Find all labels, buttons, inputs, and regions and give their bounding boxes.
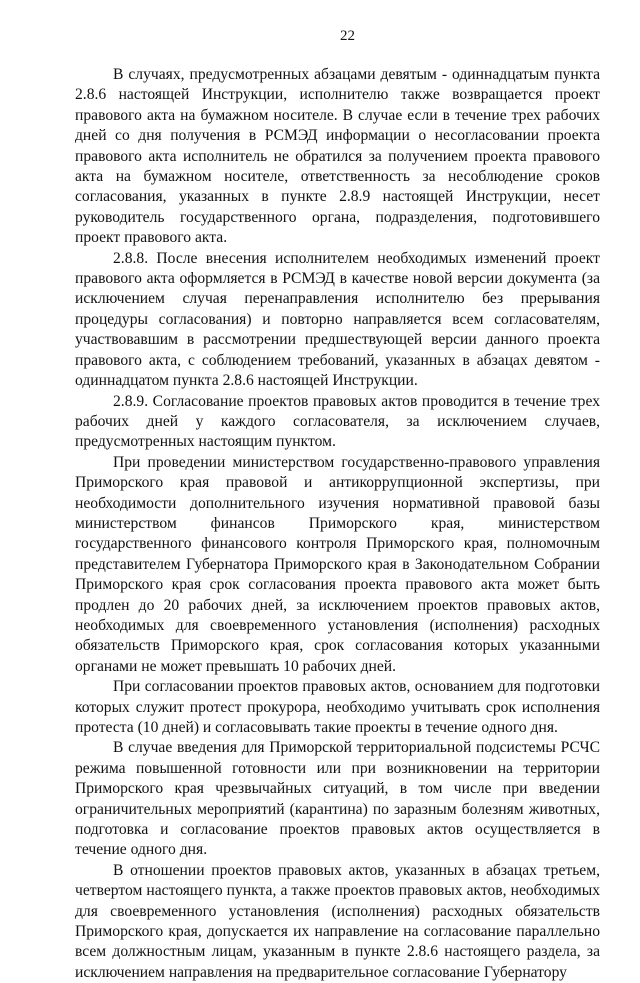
paragraph-parallel-approval: В отношении проектов правовых актов, указанных в абзацах третьем, четвертом настоящего пункта, а также проектов правовых актов, необходимых для своевременного установления (исполнения) расходных обязательств Приморского края, допускается их направление на согласование параллельно всем должностным лицам, указанным в пункте 2.8.6 настоящего раздела, за исключением направления на предварительное согласование Губернатору xyxy=(75,861,600,981)
paragraph-2-8-8: 2.8.8. После внесения исполнителем необходимых изменений проект правового акта оформляется в РСМЭД в качестве новой версии документа (за исключением случая перенаправления исполнителю без прерывания процедуры согласования) и повторно направляется всем согласователям, участвовавшим в рассмотрении предшествующей версии данного проекта правового акта, с соблюдением требований, указанных в абзацах девятом - одиннадцатом пункта 2.8.6 настоящей Инструкции. xyxy=(75,249,600,390)
paragraph-return-paper-copy: В случаях, предусмотренных абзацами девятым - одиннадцатым пункта 2.8.6 настоящей Инструкции, исполнителю также возвращается проект правового акта на бумажном носителе. В случае если в течение трех рабочих дней со дня получения в РСМЭД информации о несогласовании проекта правового акта исполнитель не обратился за получением проекта правового акта на бумажном носителе, ответственность за несоблюдение сроков согласования, указанных в пункте 2.8.9 настоящей Инструкции, несет руководитель государственного органа, подразделения, подготовившего проект правового акта. xyxy=(75,66,600,247)
page-number: 22 xyxy=(340,28,355,44)
paragraph-expertise-extension: При проведении министерством государственно-правового управления Приморского края правовой и антикоррупционной экспертизы, при необходимости дополнительного изучения нормативной правовой базы министерством финансов Приморского края, министерством государственного финансового контроля Приморского края, полномочным представителем Губернатора Приморского края в Законодательном Собрании Приморского края срок согласования проекта правового акта может быть продлен до 20 рабочих дней, за исключением проектов правовых актов, необходимых для своевременного установления (исполнения) расходных обязательств Приморского края, срок согласования которых указанными органами не может превышать 10 рабочих дней. xyxy=(75,453,600,675)
paragraph-emergency-regime: В случае введения для Приморской территориальной подсистемы РСЧС режима повышенной готовности или при возникновении на территории Приморского края чрезвычайных ситуаций, в том числе при введении ограничительных мероприятий (карантина) по заразным болезням животных, подготовка и согласование проектов правовых актов осуществляется в течение одного дня. xyxy=(75,739,600,859)
paragraph-prosecutor-protest: При согласовании проектов правовых актов, основанием для подготовки которых служит протест прокурора, необходимо учитывать срок исполнения протеста (10 дней) и согласовывать такие проекты в течение одного дня. xyxy=(75,678,600,736)
paragraph-2-8-9: 2.8.9. Согласование проектов правовых актов проводится в течение трех рабочих дней у каждого согласователя, за исключением случаев, предусмотренных настоящим пунктом. xyxy=(75,392,600,451)
